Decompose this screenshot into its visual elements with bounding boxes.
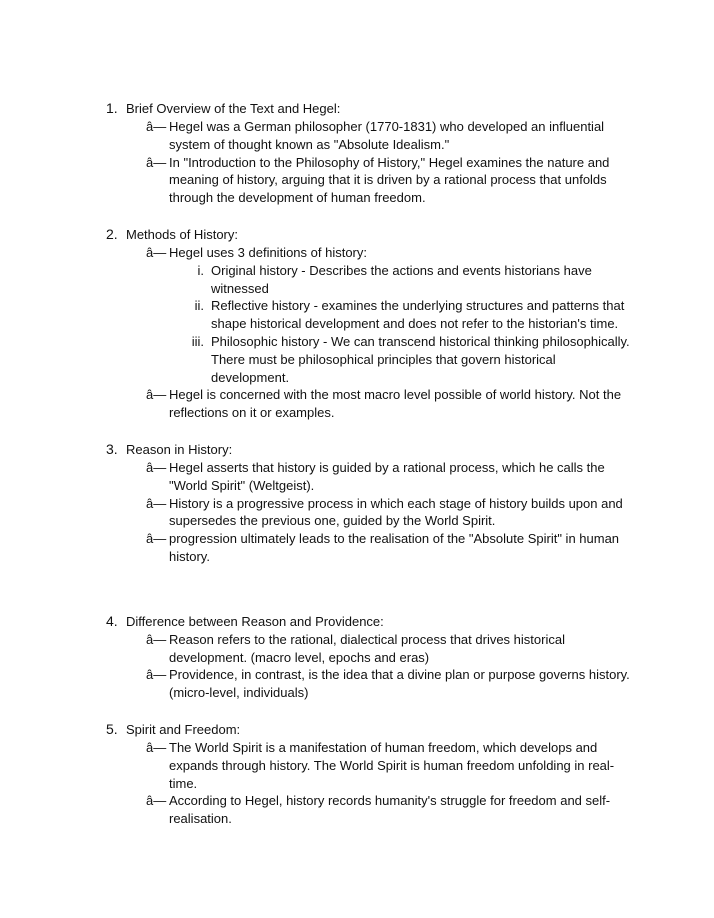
bullet-item (0, 631, 714, 667)
bullet-text: In "Introduction to the Philosophy of History," Hegel examines the nature and meaning of history, arguing that it is driven by a rational process that unfolds through the development of human freedom. (169, 154, 610, 206)
section-heading: Reason in History: (126, 441, 233, 457)
roman-numeral: ii. (194, 298, 204, 314)
bullet-item (0, 459, 714, 495)
bullet-marker: â— (146, 495, 167, 511)
bullet-marker: â— (146, 387, 167, 403)
bullet-text: Hegel is concerned with the most macro level possible of world history. Not the reflections on it or examples. (169, 387, 622, 421)
bullet-text: The World Spirit is a manifestation of human freedom, which develops and expands through history. The World Spirit is human freedom unfolding in real-time. (169, 739, 615, 791)
bullet-text: Hegel asserts that history is guided by a rational process, which he calls the "World Spirit" (Weltgeist). (169, 459, 605, 493)
roman-numeral: iii. (191, 333, 204, 349)
bullet-text: progression ultimately leads to the realisation of the "Absolute Spirit" in human history. (169, 531, 620, 564)
section-number: 5. (106, 720, 118, 737)
bullet-item (0, 118, 714, 154)
roman-numeral: i. (197, 262, 204, 278)
bullet-text: Hegel uses 3 definitions of history: (169, 244, 367, 260)
section-number: 4. (106, 612, 118, 629)
section-5 (0, 720, 714, 828)
section-heading: Brief Overview of the Text and Hegel: (126, 101, 341, 116)
bullet-text: Reason refers to the rational, dialectical process that drives historical development. (macro level, epochs and eras) (169, 631, 565, 665)
bullet-item (0, 666, 714, 702)
bullet-item (0, 739, 714, 792)
section-heading: Methods of History: (126, 226, 238, 242)
bullet-marker: â— (146, 119, 167, 134)
section-heading-row (0, 720, 714, 739)
section-1 (0, 99, 714, 207)
bullet-item (0, 530, 714, 566)
section-heading-row (0, 225, 714, 244)
document-body (0, 99, 714, 846)
bullet-text: History is a progressive process in which each stage of history builds upon and supersedes the previous one, guided by the World Spirit. (169, 495, 623, 529)
section-heading: Difference between Reason and Providence: (126, 613, 384, 629)
bullet-marker: â— (146, 244, 167, 260)
section-3 (0, 440, 714, 566)
bullet-text: Providence, in contrast, is the idea that a divine plan or purpose governs history. (micro-level, individuals) (169, 667, 630, 701)
bullet-item (0, 244, 714, 262)
sub-item (0, 333, 714, 386)
sub-item-text: Philosophic history - We can transcend historical thinking philosophically. There must be philosophical principles that govern historical development. (211, 333, 630, 385)
bullet-marker: â— (146, 631, 167, 647)
section-2 (0, 225, 714, 422)
bullet-item (0, 495, 714, 531)
bullet-item (0, 154, 714, 207)
bullet-marker: â— (146, 739, 167, 755)
sub-item-text: Original history - Describes the actions and events historians have witnessed (211, 262, 592, 296)
section-number: 1. (106, 100, 118, 116)
section-number: 2. (106, 225, 118, 242)
section-heading: Spirit and Freedom: (126, 721, 241, 737)
bullet-marker: â— (146, 667, 167, 683)
bullet-marker: â— (146, 154, 167, 170)
bullet-text: According to Hegel, history records humanity's struggle for freedom and self-realisation. (169, 793, 611, 827)
section-number: 3. (106, 440, 118, 457)
section-heading-row (0, 99, 714, 118)
section-heading-row (0, 612, 714, 631)
bullet-item (0, 792, 714, 828)
bullet-marker: â— (146, 531, 167, 547)
sub-item (0, 262, 714, 298)
sub-item-text: Reflective history - examines the underlying structures and patterns that shape historical development and does not refer to the historian's time. (211, 298, 625, 332)
sub-item (0, 297, 714, 333)
bullet-item (0, 386, 714, 422)
section-4 (0, 612, 714, 702)
section-heading-row (0, 440, 714, 459)
bullet-marker: â— (146, 793, 167, 809)
bullet-marker: â— (146, 459, 167, 475)
bullet-text: Hegel was a German philosopher (1770-1831) who developed an influential system of thought known as "Absolute Idealism." (169, 119, 605, 152)
